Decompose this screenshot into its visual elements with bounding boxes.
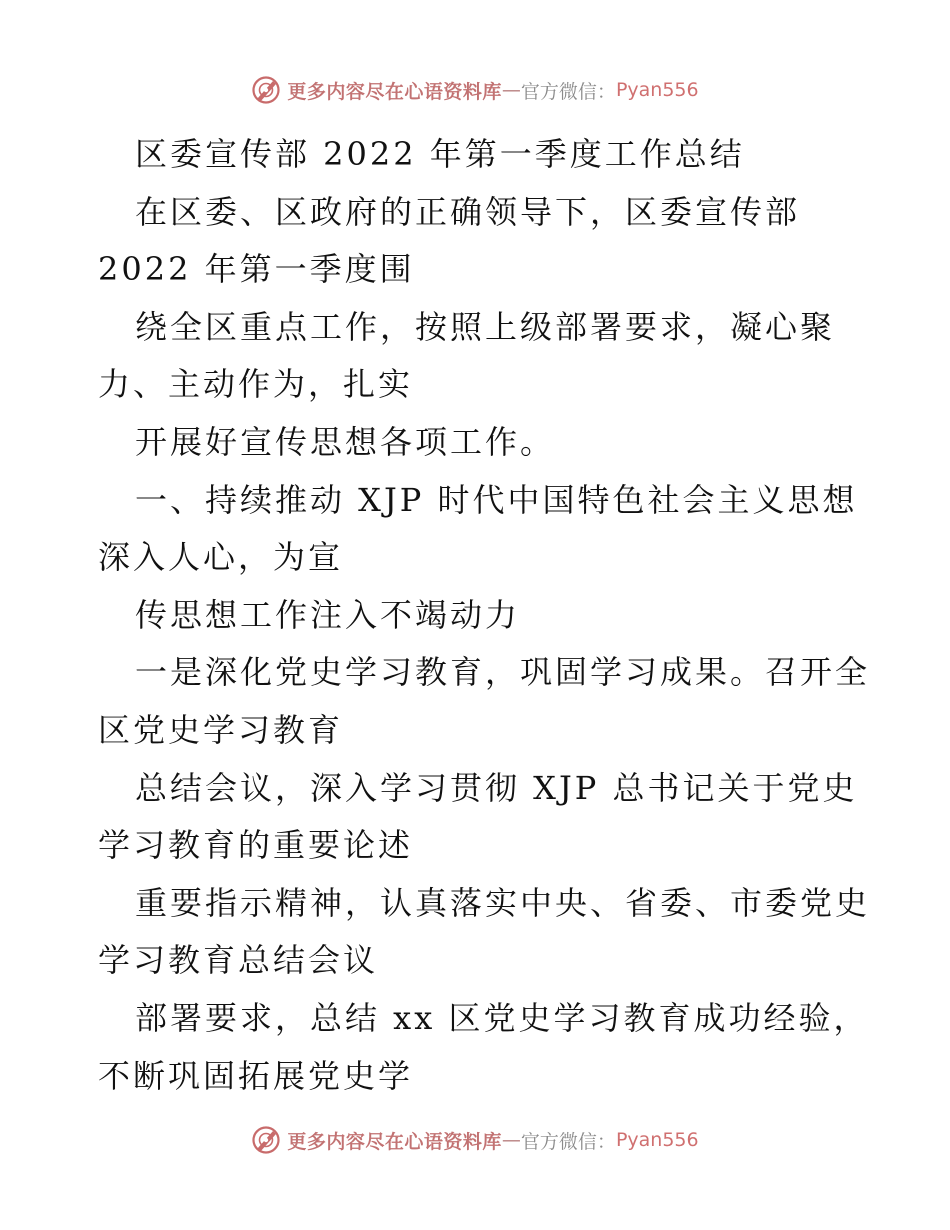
footer-wechat-id: Pyan556 [615,1129,699,1151]
text-line: 绕全区重点工作，按照上级部署要求，凝心聚 [135,307,836,346]
section-heading: 一、持续推动 XJP 时代中国特色社会主义思想 [135,480,858,519]
text-line: 一是深化党史学习教育，巩固学习成果。召开全 [135,653,871,692]
header-brand-text: 更多内容尽在心语资料库 [287,80,502,103]
text-line: 学习教育的重要论述 [98,826,414,865]
seal-logo-icon [251,1125,281,1155]
footer-separator: — [501,1129,521,1151]
text-line: 在区委、区政府的正确领导下，区委宣传部 [135,192,801,231]
text-line: 传思想工作注入不竭动力 [135,595,521,634]
header-official-label: 官方微信： [520,80,616,103]
header-separator: — [501,79,521,101]
text-line: 总结会议，深入学习贯彻 XJP 总书记关于党史 [135,768,858,807]
seal-logo-icon [251,75,281,105]
document-title: 区委宣传部 2022 年第一季度工作总结 [135,135,745,173]
footer-brand-text: 更多内容尽在心语资料库 [287,1130,502,1153]
footer-official-label: 官方微信： [520,1130,616,1153]
text-line: 力、主动作为，扎实 [98,365,414,404]
header-banner [0,72,950,108]
text-line: 学习教育总结会议 [98,941,379,980]
document-body [98,126,871,1105]
header-wechat-id: Pyan556 [615,79,699,101]
text-line: 区党史学习教育 [98,710,344,749]
text-line: 2022 年第一季度围 [98,250,415,289]
text-line: 部署要求，总结 xx 区党史学习教育成功经验， [135,998,869,1037]
footer-banner [0,1122,950,1158]
text-line: 不断巩固拓展党史学 [98,1056,414,1095]
text-line: 重要指示精神，认真落实中央、省委、市委党史 [135,883,871,922]
text-line: 深入人心，为宣 [98,538,344,577]
text-line: 开展好宣传思想各项工作。 [135,422,556,461]
